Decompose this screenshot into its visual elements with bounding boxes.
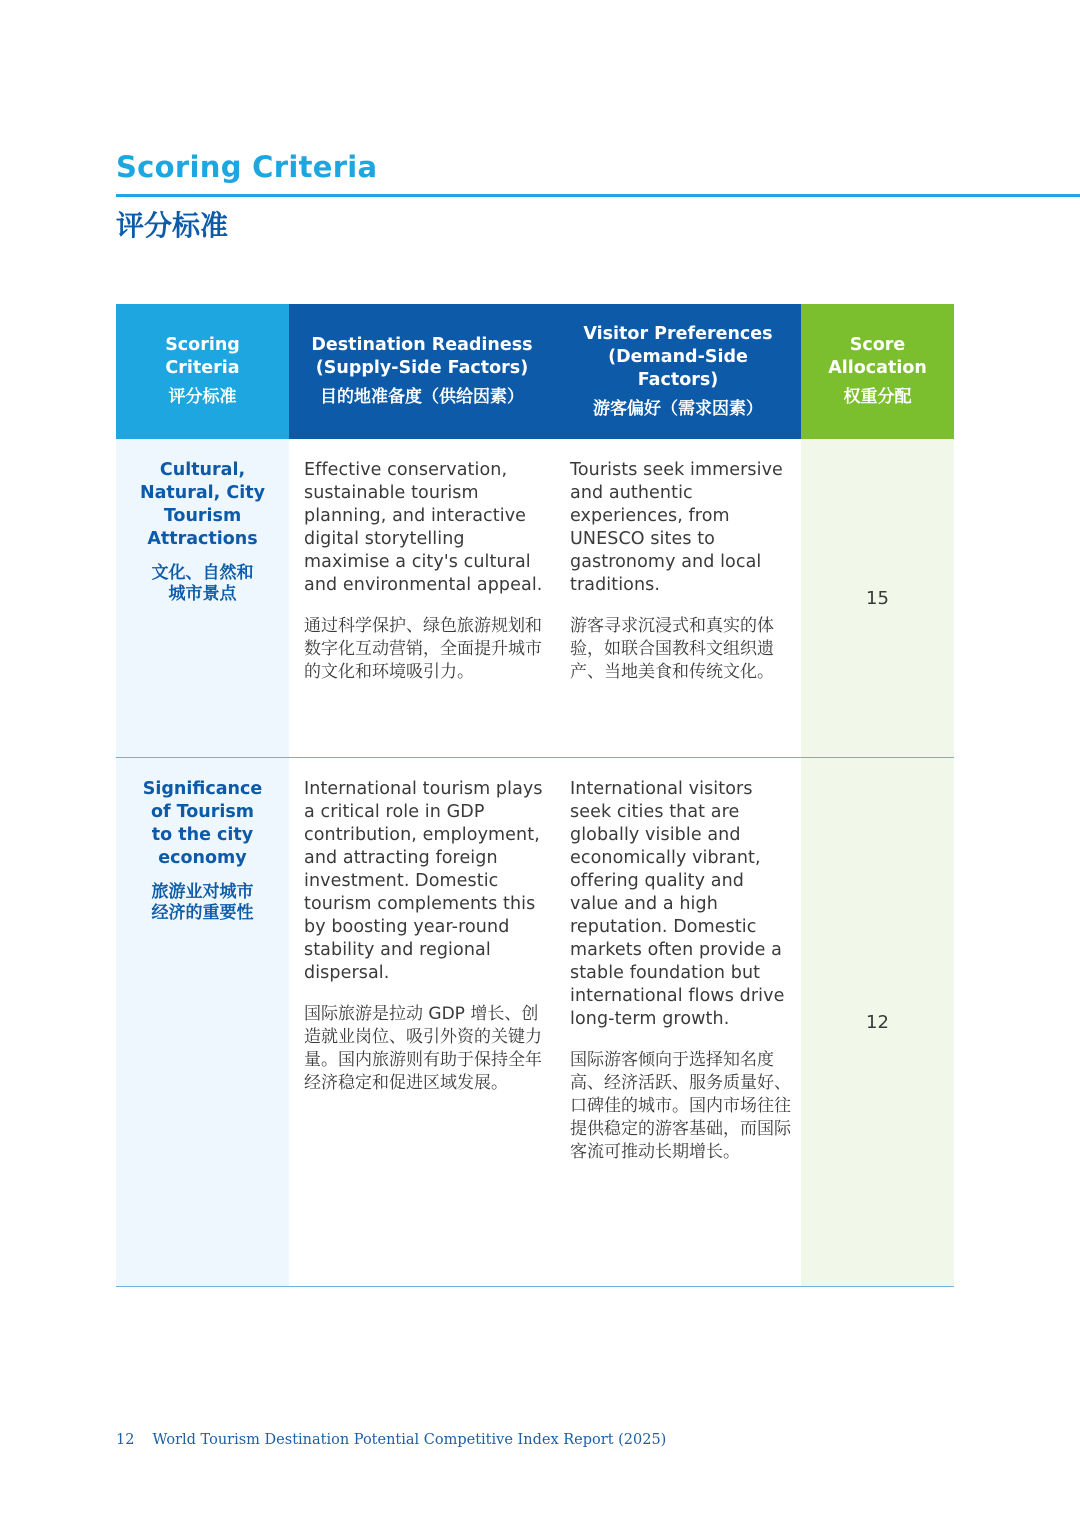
score-value: 12: [866, 1011, 889, 1033]
demand-text-zh: 国际游客倾向于选择知名度高、经济活跃、服务质量好、口碑佳的城市。国内市场往往提供稳定的游客基础，而国际客流可推动长期增长。: [570, 1050, 791, 1162]
header-destination-readiness: [289, 304, 555, 439]
header-text-zh: 游客偏好（需求因素）: [593, 398, 763, 419]
page-footer: [116, 1432, 666, 1448]
report-title: World Tourism Destination Potential Competitive Index Report (2025): [152, 1432, 667, 1448]
score-value: 15: [866, 587, 889, 609]
supply-text-zh: 国际旅游是拉动 GDP 增长、创造就业岗位、吸引外资的关键力量。国内旅游则有助于保持全年经济稳定和促进区域发展。: [304, 1004, 542, 1093]
score-cell: [801, 758, 954, 1286]
table-row: [116, 439, 954, 758]
criteria-cell: [116, 758, 289, 1286]
header-text-en: Score Allocation: [828, 335, 927, 378]
header-scoring-criteria: [116, 304, 289, 439]
supply-text-en: Effective conservation, sustainable tourism planning, and interactive digital storytelling maximise a city's cultural and environmental appeal.: [304, 460, 543, 595]
criteria-cell: [116, 439, 289, 757]
page-title-chinese: 评分标准: [116, 209, 229, 242]
title-divider: [116, 194, 1080, 197]
supply-side-cell: [289, 758, 555, 1286]
demand-side-cell: [555, 758, 801, 1286]
criteria-zh: 旅游业对城市经济的重要性: [151, 882, 254, 923]
header-text-en: Visitor Preferences (Demand-Side Factors): [583, 323, 773, 390]
criteria-en: Cultural, Natural, City Tourism Attractions: [139, 460, 266, 549]
table-header-row: [116, 304, 954, 439]
score-cell: [801, 439, 954, 757]
demand-text-en: Tourists seek immersive and authentic experiences, from UNESCO sites to gastronomy and local traditions.: [570, 460, 783, 595]
header-visitor-preferences: [555, 304, 801, 439]
page-title: Scoring Criteria: [116, 150, 378, 184]
criteria-en: Significance of Tourism to the city economy: [142, 779, 263, 868]
supply-side-cell: [289, 439, 555, 757]
page-number: 12: [116, 1432, 135, 1448]
header-text-zh: 权重分配: [843, 387, 912, 407]
criteria-zh: 文化、自然和城市景点: [151, 563, 254, 604]
header-text-zh: 目的地准备度（供给因素）: [320, 387, 524, 407]
header-score-allocation: [801, 304, 954, 439]
demand-text-en: International visitors seek cities that are globally visible and economically vibrant, offering quality and value and a high reputation. Domestic markets often provide a stable foundation but international flows drive long-term growth.: [570, 779, 785, 1029]
supply-text-zh: 通过科学保护、绿色旅游规划和数字化互动营销，全面提升城市的文化和环境吸引力。: [304, 616, 542, 682]
header-text-en: Destination Readiness (Supply-Side Factors): [311, 335, 533, 378]
demand-text-zh: 游客寻求沉浸式和真实的体验，如联合国教科文组织遗产、当地美食和传统文化。: [570, 616, 774, 682]
supply-text-en: International tourism plays a critical role in GDP contribution, employment, and attracting foreign investment. Domestic tourism complements this by boosting year-round stability and regional dispersal.: [304, 779, 543, 983]
header-text-zh: 评分标准: [168, 387, 237, 407]
table-row: [116, 758, 954, 1287]
scoring-criteria-table: [116, 304, 954, 1287]
demand-side-cell: [555, 439, 801, 757]
header-text-en: Scoring Criteria: [165, 335, 240, 378]
